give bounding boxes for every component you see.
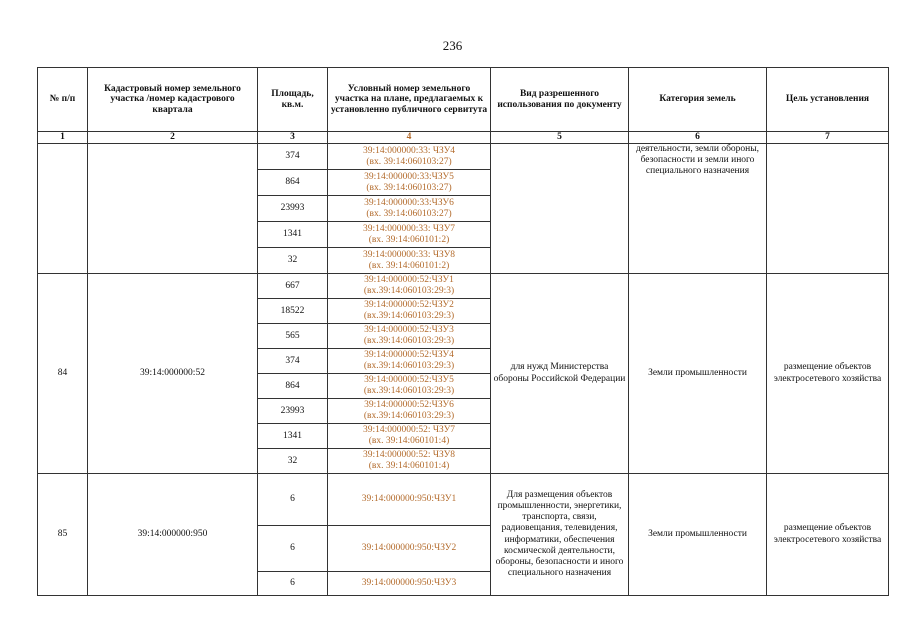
col-header-purpose: Цель установления [767,68,889,132]
table-row [38,274,889,299]
cell-area: 18522 [258,299,328,324]
cell-conditional-number: 39:14:000000:33: ЧЗУ7 (вх. 39:14:060101:2) [328,222,491,248]
cell-purpose: размещение объектов электросетевого хозяйства [767,274,889,474]
cell-empty [491,144,629,274]
cell-conditional-number: 39:14:000000:52:ЧЗУ1 (вх.39:14:060103:29:3) [328,274,491,299]
cell-area: 23993 [258,399,328,424]
cell-conditional-number: 39:14:000000:52: ЧЗУ8 (вх. 39:14:060101:4) [328,449,491,474]
cell-area: 374 [258,349,328,374]
cell-empty [38,144,88,274]
cell-conditional-number: 39:14:000000:33: ЧЗУ8 (вх. 39:14:060101:2) [328,248,491,274]
cell-conditional-number: 39:14:000000:33:ЧЗУ6 (вх. 39:14:060103:27) [328,196,491,222]
cell-area: 374 [258,144,328,170]
cell-empty [767,144,889,274]
col-header-land-category: Категория земель [629,68,767,132]
cell-conditional-number: 39:14:000000:950:ЧЗУ1 [328,474,491,526]
cell-conditional-number: 39:14:000000:52:ЧЗУ6 (вх.39:14:060103:29:3) [328,399,491,424]
col-number: 7 [767,132,889,144]
col-number: 5 [491,132,629,144]
cell-area: 23993 [258,196,328,222]
cell-conditional-number: 39:14:000000:52:ЧЗУ3 (вх.39:14:060103:29:3) [328,324,491,349]
column-number-row [38,132,889,144]
cell-area: 6 [258,474,328,526]
cell-conditional-number: 39:14:000000:950:ЧЗУ3 [328,572,491,596]
cell-land-category: Земли промышленности [629,274,767,474]
col-number: 1 [38,132,88,144]
cell-conditional-number: 39:14:000000:52:ЧЗУ2 (вх.39:14:060103:29:3) [328,299,491,324]
cell-cadastral-number: 39:14:000000:52 [88,274,258,474]
cell-purpose: размещение объектов электросетевого хозяйства [767,474,889,596]
cell-area: 565 [258,324,328,349]
table-row [38,474,889,526]
header-row [38,68,889,132]
cell-area: 1341 [258,424,328,449]
table-row [38,144,889,170]
col-header-permitted-use: Вид разрешенного использования по документу [491,68,629,132]
col-number: 3 [258,132,328,144]
cell-category-continued: деятельности, земли обороны, безопасности и земли иного специального назначения [629,144,767,274]
cell-conditional-number: 39:14:000000:52:ЧЗУ5 (вх.39:14:060103:29:3) [328,374,491,399]
cell-area: 864 [258,374,328,399]
cell-entry-number: 85 [38,474,88,596]
cell-area: 864 [258,170,328,196]
cell-area: 6 [258,572,328,596]
cell-empty [88,144,258,274]
cell-conditional-number: 39:14:000000:33: ЧЗУ4 (вх. 39:14:060103:27) [328,144,491,170]
col-number: 2 [88,132,258,144]
cell-permitted-use: Для размещения объектов промышленности, энергетики, транспорта, связи, радиовещания, телевидения, информатики, обеспечения космической деятельности, обороны, безопасности и иного специального назначения [491,474,629,596]
cell-conditional-number: 39:14:000000:950:ЧЗУ2 [328,526,491,572]
col-header-cadastral: Кадастровый номер земельного участка /номер кадастрового квартала [88,68,258,132]
cell-area: 6 [258,526,328,572]
col-header-area: Площадь, кв.м. [258,68,328,132]
easement-table [37,67,889,596]
cell-conditional-number: 39:14:000000:33:ЧЗУ5 (вх. 39:14:060103:27) [328,170,491,196]
page-number: 236 [442,38,463,53]
cell-conditional-number: 39:14:000000:52:ЧЗУ4 (вх.39:14:060103:29:3) [328,349,491,374]
cell-area: 667 [258,274,328,299]
cell-area: 1341 [258,222,328,248]
cell-cadastral-number: 39:14:000000:950 [88,474,258,596]
cell-permitted-use: для нужд Министерства обороны Российской Федерации [491,274,629,474]
col-header-num: № п/п [38,68,88,132]
cell-area: 32 [258,248,328,274]
cell-entry-number: 84 [38,274,88,474]
cell-area: 32 [258,449,328,474]
col-number: 4 [328,132,491,144]
col-number: 6 [629,132,767,144]
col-header-conditional-number: Условный номер земельного участка на плане, предлагаемых к установленно публичного сервитута [328,68,491,132]
cell-land-category: Земли промышленности [629,474,767,596]
cell-conditional-number: 39:14:000000:52: ЧЗУ7 (вх. 39:14:060101:4) [328,424,491,449]
